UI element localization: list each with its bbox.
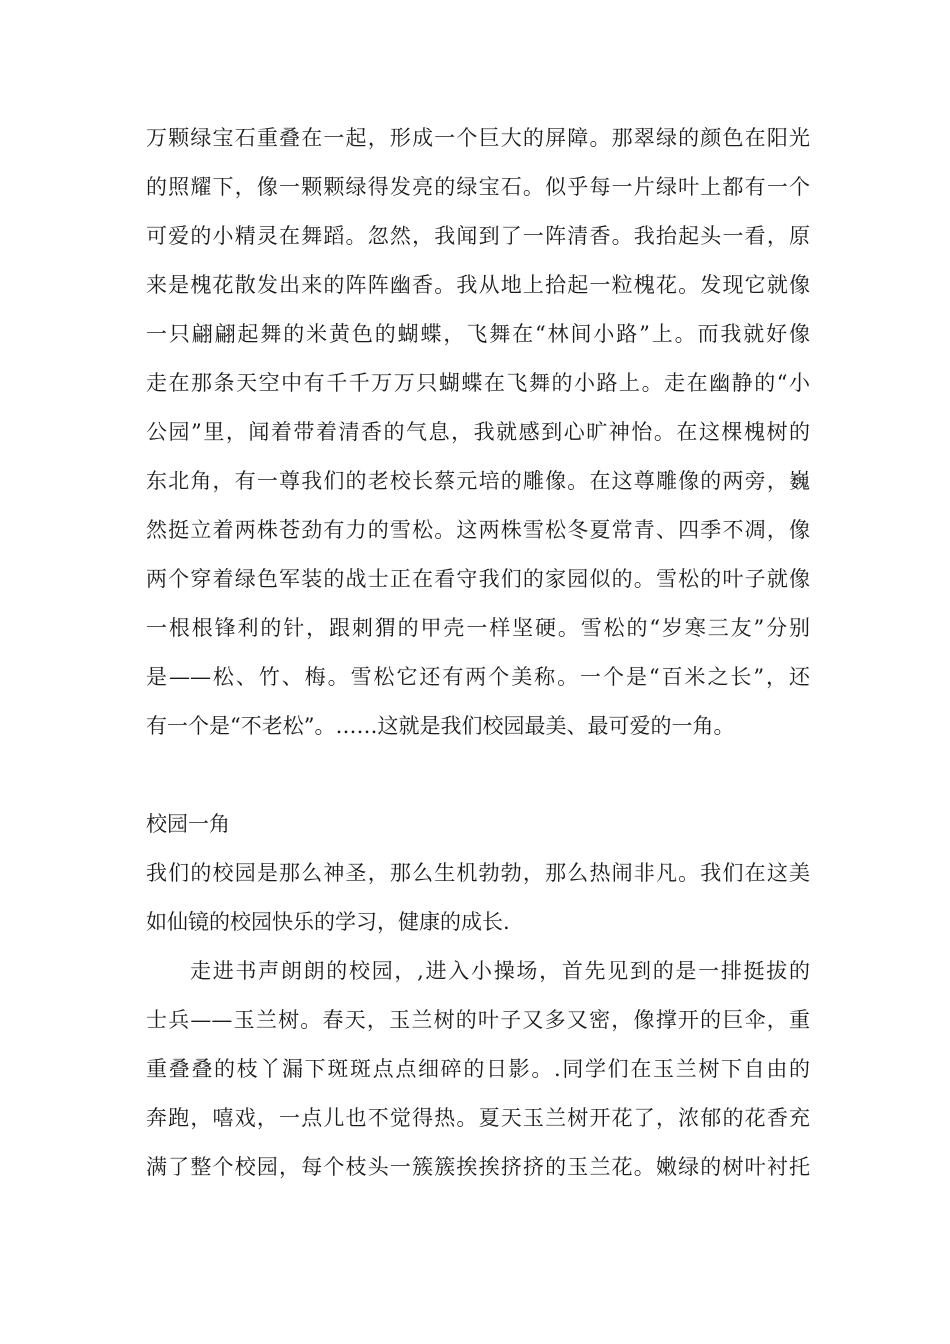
text-line: 两个穿着绿色军装的战士正在看守我们的家园似的。雪松的叶子就像 <box>146 567 810 591</box>
text-line: 的照耀下，像一颗颗绿得发亮的绿宝石。似乎每一片绿叶上都有一个 <box>146 175 810 199</box>
section-heading: 校园一角 <box>146 812 230 836</box>
text-line: 如仙镜的校园快乐的学习，健康的成长. <box>146 910 510 934</box>
text-line: 我们的校园是那么神圣，那么生机勃勃，那么热闹非凡。我们在这美 <box>146 861 810 885</box>
text-line: 一只翩翩起舞的米黄色的蝴蝶，飞舞在“林间小路”上。而我就好像 <box>146 322 810 346</box>
paragraph-2 <box>146 849 810 947</box>
text-line: 东北角，有一尊我们的老校长蔡元培的雕像。在这尊雕像的两旁，巍 <box>146 469 810 493</box>
text-line: 来是槐花散发出来的阵阵幽香。我从地上拾起一粒槐花。发现它就像 <box>146 273 810 297</box>
paragraph-1 <box>146 114 810 751</box>
text-line: 满了整个校园，每个枝头一簇簇挨挨挤挤的玉兰花。嫩绿的树叶衬托 <box>146 1155 810 1179</box>
text-line: 是——松、竹、梅。雪松它还有两个美称。一个是“百米之长”，还 <box>146 665 810 689</box>
text-line: 奔跑，嘻戏，一点儿也不觉得热。夏天玉兰树开花了，浓郁的花香充 <box>146 1106 810 1130</box>
text-line: 公园”里，闻着带着清香的气息，我就感到心旷神怡。在这棵槐树的 <box>146 420 810 444</box>
text-line: 有一个是“不老松”。……这就是我们校园最美、最可爱的一角。 <box>146 714 735 738</box>
text-line: 然挺立着两株苍劲有力的雪松。这两株雪松冬夏常青、四季不凋，像 <box>146 518 810 542</box>
text-line: 重叠叠的枝丫漏下斑斑点点细碎的日影。.同学们在玉兰树下自由的 <box>146 1057 810 1081</box>
paragraph-3 <box>146 947 810 1192</box>
text-column <box>146 114 810 1192</box>
text-line: 一根根锋利的针，跟刺猬的甲壳一样坚硬。雪松的“岁寒三友”分别 <box>146 616 810 640</box>
text-line: 走在那条天空中有千千万万只蝴蝶在飞舞的小路上。走在幽静的“小 <box>146 371 810 395</box>
paragraph-gap <box>146 751 810 800</box>
text-line: 万颗绿宝石重叠在一起，形成一个巨大的屏障。那翠绿的颜色在阳光 <box>146 126 810 150</box>
text-line: 走进书声朗朗的校园，,进入小操场，首先见到的是一排挺拔的 <box>190 959 810 983</box>
text-line: 士兵——玉兰树。春天，玉兰树的叶子又多又密，像撑开的巨伞，重 <box>146 1008 810 1032</box>
text-line: 可爱的小精灵在舞蹈。忽然，我闻到了一阵清香。我抬起头一看，原 <box>146 224 810 248</box>
